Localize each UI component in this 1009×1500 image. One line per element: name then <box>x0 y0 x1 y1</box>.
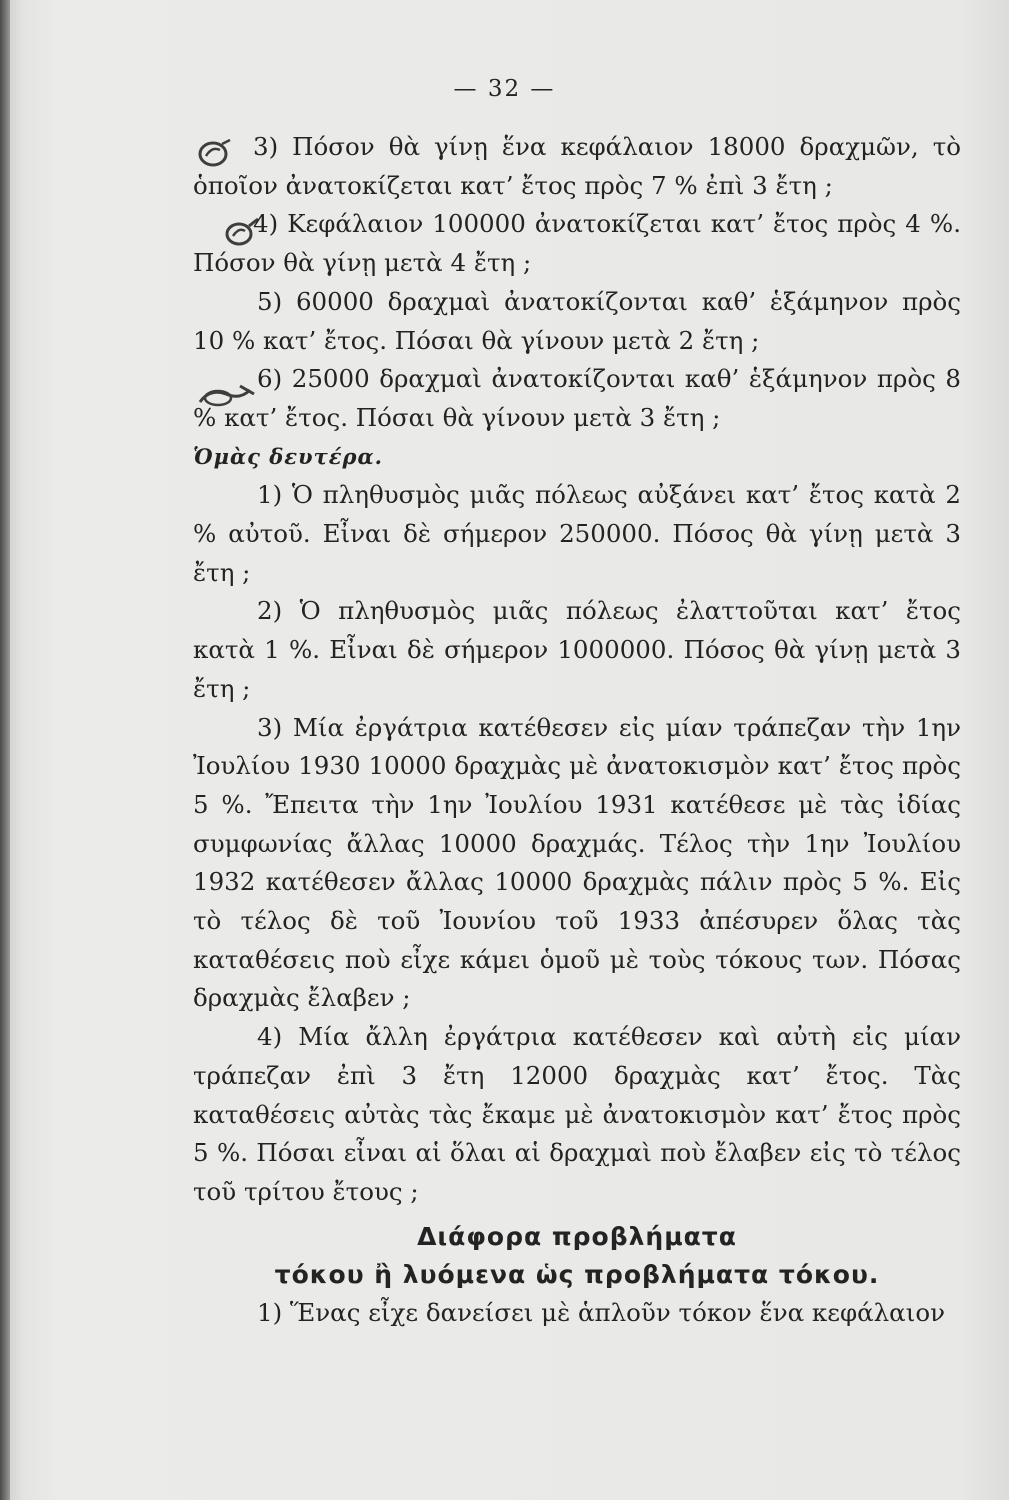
exercise-paragraph: 2) Ὁ πληθυσμὸς μιᾶς πόλεως ἐλαττοῦται κατ’ ἔτος κατὰ 1 %. Εἶναι δὲ σήμερον 1000000. Πόσος θὰ γίνῃ μετὰ 3 ἔτη ; <box>193 596 961 703</box>
book-spine-edge <box>0 0 10 1500</box>
exercise-paragraph: 6) 25000 δραχμαὶ ἀνατοκίζονται καθ’ ἑξάμηνον πρὸς 8 % κατ’ ἔτος. Πόσαι θὰ γίνουν μετὰ 3 ἔτη ; <box>193 364 961 432</box>
page-number: — 32 — <box>453 76 556 102</box>
section-heading: τόκου ἢ λυόμενα ὡς προβλήματα τόκου. <box>274 1259 880 1289</box>
exercise-paragraph: 3) Μία ἐργάτρια κατέθεσεν εἰς μίαν τράπεζαν τὴν 1ην Ἰουλίου 1930 10000 δραχμὰς μὲ ἀνατοκισμὸν κατ’ ἔτος πρὸς 5 %. Ἔπειτα τὴν 1ην Ἰουλίου 1931 κατέθεσε μὲ τὰς ἰδίας συμφωνίας ἄλλας 10000 δραχμάς. Τέλος τὴν 1ην Ἰουλίου 1932 κατέθεσεν ἄλλας 10000 δραχμὰς πάλιν πρὸς 5 %. Εἰς τὸ τέλος δὲ τοῦ Ἰουνίου τοῦ 1933 ἀπέσυρεν ὅλας τὰς καταθέσεις ποὺ εἶχε κάμει ὁμοῦ μὲ τοὺς τόκους των. Πόσας δραχμὰς ἔλαβεν ; <box>193 712 961 1013</box>
exercise-paragraph: 1) Ἕνας εἶχε δανείσει μὲ ἁπλοῦν τόκον ἕνα κεφάλαιον <box>257 1297 945 1327</box>
exercise-paragraph: 4) Μία ἄλλη ἐργάτρια κατέθεσεν καὶ αὐτὴ εἰς μίαν τράπεζαν ἐπὶ 3 ἔτη 12000 δραχμὰς κατ’ ἔτος. Τὰς καταθέσεις αὐτὰς τὰς ἔκαμε μὲ ἀνατοκισμὸν κατ’ ἔτος πρὸς 5 %. Πόσαι εἶναι αἱ ὅλαι αἱ δραχμαὶ ποὺ ἔλαβεν εἰς τὸ τέλος τοῦ τρίτου ἔτους ; <box>193 1022 961 1206</box>
section-label: Ὁμὰς δευτέρα. <box>193 443 383 469</box>
page-content <box>193 128 961 1332</box>
exercise-paragraph: 4) Κεφάλαιον 100000 ἀνατοκίζεται κατ’ ἔτος πρὸς 4 %. Πόσον θὰ γίνῃ μετὰ 4 ἔτη ; <box>193 209 961 278</box>
exercise-paragraph: 5) 60000 δραχμαὶ ἀνατοκίζονται καθ’ ἑξάμηνον πρὸς 10 % κατ’ ἔτος. Πόσαι θὰ γίνουν μετὰ 2 ἔτη ; <box>193 286 961 355</box>
exercise-paragraph: 3) Πόσον θὰ γίνῃ ἕνα κεφάλαιον 18000 δραχμῶν, τὸ ὁποῖον ἀνατοκίζεται κατ’ ἔτος πρὸς 7 % ἐπὶ 3 ἔτη ; <box>193 132 961 200</box>
exercise-paragraph: 1) Ὁ πληθυσμὸς μιᾶς πόλεως αὐξάνει κατ’ ἔτος κατὰ 2 % αὐτοῦ. Εἶναι δὲ σήμερον 250000. Πόσος θὰ γίνῃ μετὰ 3 ἔτη ; <box>193 480 961 587</box>
section-heading: Διάφορα προβλήματα <box>417 1221 737 1251</box>
